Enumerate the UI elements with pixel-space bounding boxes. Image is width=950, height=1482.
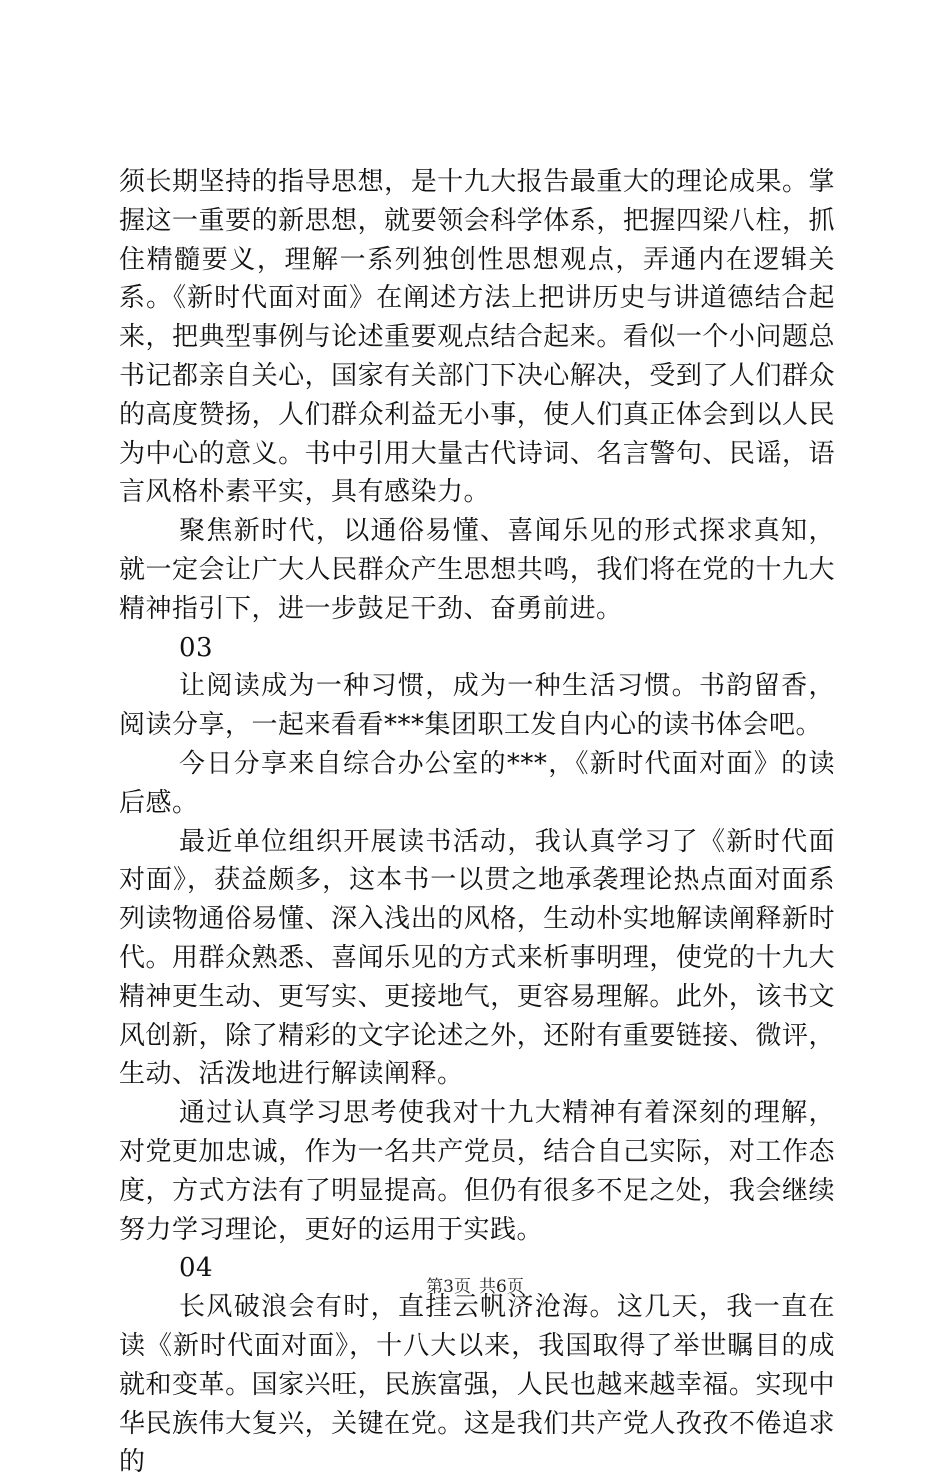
page-total: 共6页 <box>479 1277 524 1297</box>
paragraph-continuation: 须长期坚持的指导思想，是十九大报告最重大的理论成果。掌握这一重要的新思想，就要领会科学体系，把握四梁八柱，抓住精髓要义，理解一系列独创性思想观点，弄通内在逻辑关系。《新时代面对面》在阐述方法上把讲历史与讲道德结合起来，把典型事例与论述重要观点结合起来。看似一个小问题总书记都亲自关心，国家有关部门下决心解决，受到了人们群众的高度赞扬，人们群众利益无小事，使人们真正体会到以人民为中心的意义。书中引用大量古代诗词、名言警句、民谣，语言风格朴素平实，具有感染力。 <box>119 167 835 508</box>
paragraph: 长风破浪会有时，直挂云帆济沧海。这几天，我一直在读《新时代面对面》，十八大以来，我国取得了举世瞩目的成就和变革。国家兴旺，民族富强，人民也越来越幸福。实现中华民族伟大复兴，关键在党。这是我们共产党人孜孜不倦追求的 <box>119 1292 835 1478</box>
section-number: 03 <box>179 632 214 663</box>
paragraph: 让阅读成为一种习惯，成为一种生活习惯。书韵留香，阅读分享，一起来看看***集团职工发自内心的读书体会吧。 <box>119 671 835 741</box>
page-number: 第3页 <box>426 1277 471 1297</box>
section-number: 04 <box>179 1253 214 1284</box>
paragraph: 聚焦新时代，以通俗易懂、喜闻乐见的形式探求真知，就一定会让广大人民群众产生思想共鸣，我们将在党的十九大精神指引下，进一步鼓足干劲、奋勇前进。 <box>119 516 835 624</box>
paragraph: 最近单位组织开展读书活动，我认真学习了《新时代面对面》，获益颇多，这本书一以贯之地承袭理论热点面对面系列读物通俗易懂、深入浅出的风格，生动朴实地解读阐释新时代。用群众熟悉、喜闻乐见的方式来析事明理，使党的十九大精神更生动、更写实、更接地气，更容易理解。此外，该书文风创新，除了精彩的文字论述之外，还附有重要链接、微评，生动、活泼地进行解读阐释。 <box>119 826 835 1090</box>
paragraph: 今日分享来自综合办公室的***，《新时代面对面》的读后感。 <box>119 748 835 818</box>
paragraph: 通过认真学习思考使我对十九大精神有着深刻的理解，对党更加忠诚，作为一名共产党员，结合自己实际，对工作态度，方式方法有了明显提高。但仍有很多不足之处，我会继续努力学习理论，更好的运用于实践。 <box>119 1098 835 1245</box>
page-footer <box>0 1276 950 1298</box>
